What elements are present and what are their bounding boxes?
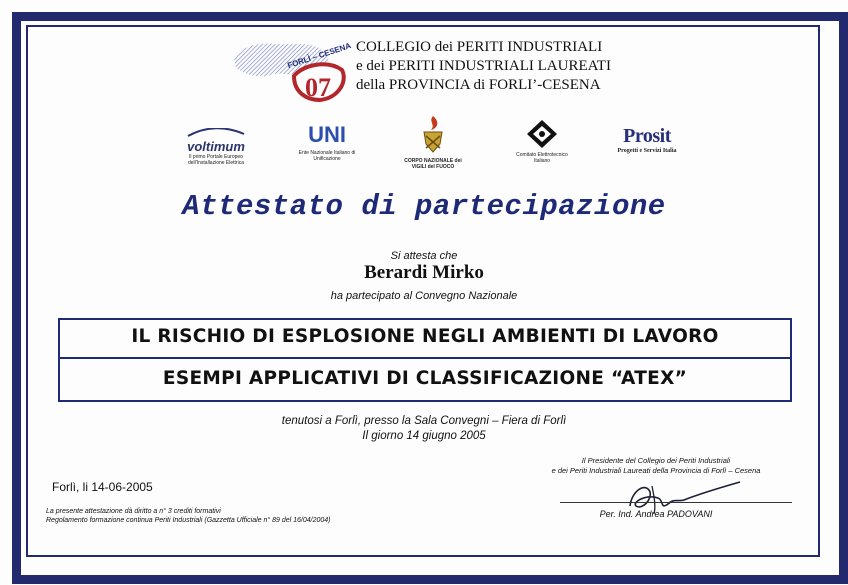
logo-text: FORLÌ – CESENA <box>286 41 352 71</box>
svg-text:07: 07 <box>305 73 331 102</box>
prosit-mark: Prosit <box>623 125 671 147</box>
event-date: Il giorno 14 giugno 2005 <box>362 430 486 442</box>
cei-logo-icon <box>525 118 559 150</box>
org-line: della PROVINCIA di FORLI’-CESENA <box>356 77 601 93</box>
org-line: COLLEGIO dei PERITI INDUSTRIALI <box>356 39 603 55</box>
uni-logo <box>298 118 356 162</box>
topic-divider <box>60 357 790 359</box>
vvf-emblem-icon <box>418 114 448 156</box>
signature-line <box>560 502 792 503</box>
voltimum-logo <box>178 128 254 166</box>
participation-text: ha partecipato al Convegno Nazionale <box>330 290 518 302</box>
topic-line-2: ESEMPI APPLICATIVI DI CLASSIFICAZIONE “ATEX” <box>162 368 688 389</box>
fine-print <box>46 507 331 525</box>
certificate-title: Attestato di partecipazione <box>182 190 666 223</box>
organization-name <box>356 38 611 95</box>
credits-note: La presente attestazione dà diritto a n° 3 crediti formativi <box>46 508 221 515</box>
president-line: e dei Periti Industriali Laureati della Provincia di Forlì – Cesena <box>551 466 761 475</box>
voltimum-mark: voltimum <box>187 139 245 154</box>
place-date: Forlì, li 14-06-2005 <box>52 480 153 494</box>
prosit-caption: Progetti e Servizi Italia <box>617 148 677 154</box>
topic-line-1: IL RISCHIO DI ESPLOSIONE NEGLI AMBIENTI DI LAVORO <box>131 326 719 347</box>
org-line: e dei PERITI INDUSTRIALI LAUREATI <box>356 58 611 74</box>
voltimum-swoosh-icon <box>186 128 246 138</box>
voltimum-caption: Il primo Portale Europeo dell'Installazione Elettrica <box>188 154 244 166</box>
president-line: Il Presidente del Collegio dei Periti Industriali <box>581 456 731 465</box>
prosit-logo <box>608 124 686 155</box>
uni-logo-icon <box>309 118 345 148</box>
regulation-note: Regolamento formazione continua Periti Industriali (Gazzetta Ufficiale n° 89 del 16/04/2004) <box>46 517 331 524</box>
president-title <box>520 456 792 476</box>
cei-caption: Comitato Elettrotecnico Italiano <box>516 152 568 164</box>
attest-intro: Si attesta che <box>390 250 458 262</box>
uni-caption: Ente Nazionale Italiano di Unificazione <box>298 150 356 162</box>
recipient-name: Berardi Mirko <box>364 262 484 283</box>
signer-name: Per. Ind. Andrea PADOVANI <box>599 509 713 519</box>
cei-logo <box>514 118 570 164</box>
svg-text:UNI: UNI <box>309 122 345 147</box>
venue-block <box>0 414 848 444</box>
vvf-logo <box>400 114 466 170</box>
venue-line: tenutosi a Forlì, presso la Sala Convegni – Fiera di Forlì <box>281 415 567 427</box>
vvf-caption: CORPO NAZIONALE dei VIGILI del FUOCO <box>404 158 462 170</box>
collegio-logo-icon <box>230 38 352 104</box>
